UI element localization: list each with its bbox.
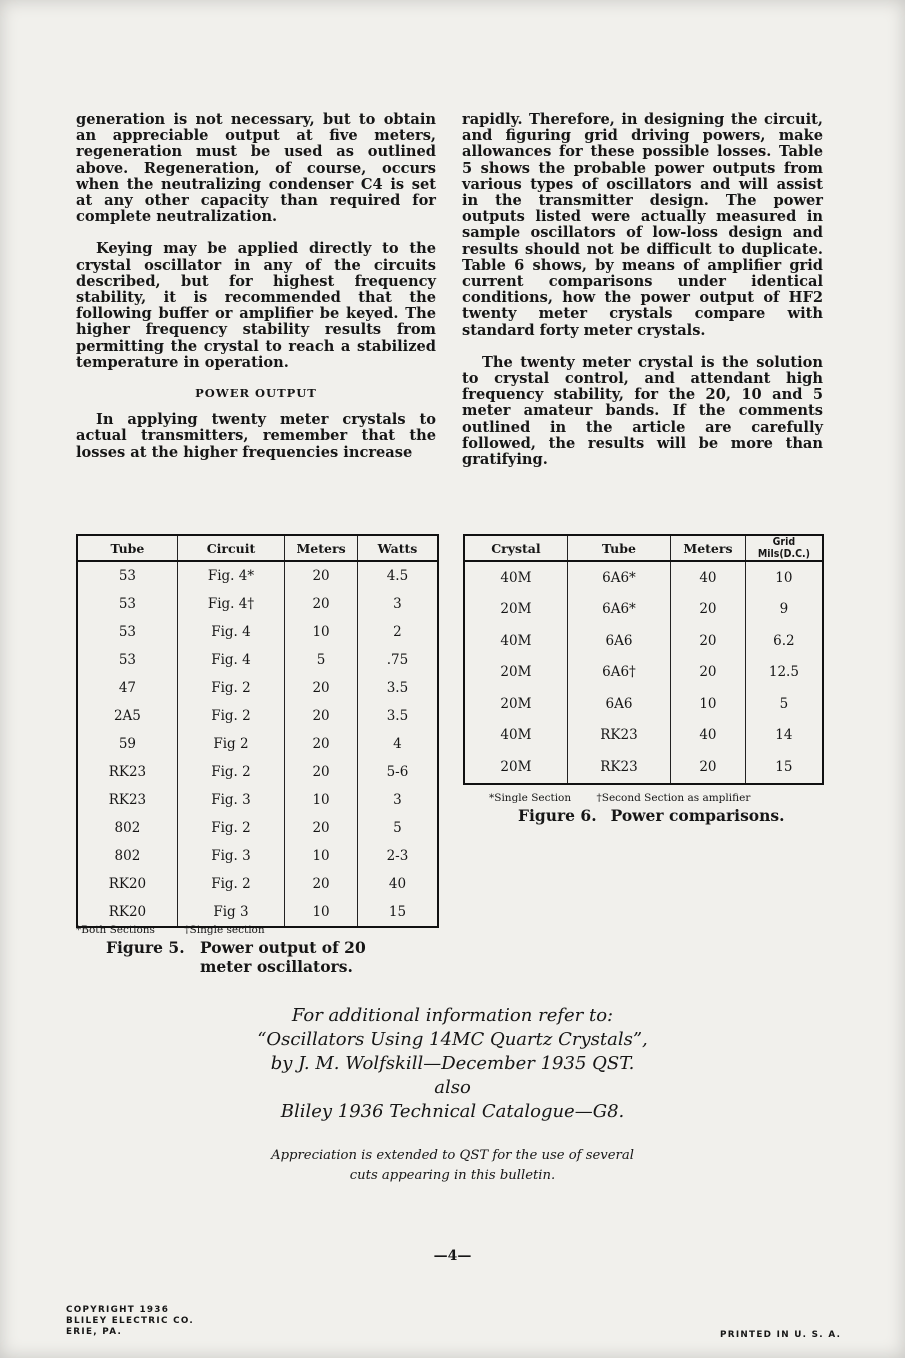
table-cell: 40M (464, 561, 567, 594)
column-header: Circuit (177, 535, 284, 561)
table-cell: 6A6 (567, 625, 670, 657)
table-row (464, 657, 823, 689)
table-cell: 10 (285, 618, 358, 646)
table-cell: 802 (77, 842, 177, 870)
table-row (77, 814, 438, 842)
table-row (77, 702, 438, 730)
column-header: Meters (285, 535, 358, 561)
table-cell: 40 (671, 561, 746, 594)
printed-in-notice: PRINTED IN U. S. A. (720, 1330, 842, 1340)
table-cell: Fig 2 (177, 730, 284, 758)
table-cell: RK23 (77, 786, 177, 814)
table-row (77, 898, 438, 927)
table-row (464, 688, 823, 720)
table-row (77, 758, 438, 786)
paragraph: rapidly. Therefore, in designing the circuit, and figuring grid driving powers, make allowances for these possible losses. Table 5 shows the probable power outputs from various types of oscillators and will assist in the transmitter design. The power outputs listed were actually measured in sample oscillators of low-loss design and results should not be difficult to duplicate. Table 6 shows, by means of amplifier grid current comparisons under identical conditions, how the power output of HF2 twenty meter crystals compare with standard forty meter crystals. (462, 111, 823, 339)
table-cell: 20 (285, 730, 358, 758)
table-cell: 15 (745, 751, 823, 784)
table-cell: 2-3 (357, 842, 438, 870)
table-cell: 20 (671, 657, 746, 689)
table-cell: 40 (671, 720, 746, 752)
copyright-line: ERIE, PA. (66, 1327, 123, 1337)
reference-line: by J. M. Wolfskill—December 1935 QST. (270, 1053, 635, 1074)
table-cell: Fig. 2 (177, 870, 284, 898)
table-cell: 15 (357, 898, 438, 927)
table6-footnotes (489, 792, 809, 804)
table-cell: 10 (745, 561, 823, 594)
table-cell: 10 (285, 786, 358, 814)
table-cell: 20M (464, 688, 567, 720)
table-cell: 10 (285, 898, 358, 927)
column-header: Meters (671, 535, 746, 561)
table-cell: 53 (77, 590, 177, 618)
table-cell: RK20 (77, 870, 177, 898)
table-cell: Fig. 2 (177, 814, 284, 842)
table-cell: Fig. 2 (177, 674, 284, 702)
table-cell: 20 (285, 674, 358, 702)
table-cell: 6A6† (567, 657, 670, 689)
page-number: —4— (433, 1248, 472, 1264)
figure-6-caption (518, 806, 838, 825)
table-cell: 2A5 (77, 702, 177, 730)
table-cell: 20 (285, 870, 358, 898)
references-block (200, 1004, 705, 1124)
footnote: *Single Section (489, 792, 572, 804)
table-cell: RK23 (567, 720, 670, 752)
table-cell: Fig 3 (177, 898, 284, 927)
appreciation-line: Appreciation is extended to QST for the use of several (271, 1148, 634, 1163)
table-cell: 802 (77, 814, 177, 842)
table-cell: 5 (285, 646, 358, 674)
table-cell: .75 (357, 646, 438, 674)
table-cell: Fig. 4 (177, 646, 284, 674)
table-row (77, 646, 438, 674)
table-row (464, 720, 823, 752)
table-cell: 4.5 (357, 561, 438, 590)
table-cell: 20 (671, 751, 746, 784)
table-row (77, 618, 438, 646)
appreciation-line: cuts appearing in this bulletin. (349, 1168, 556, 1183)
table-cell: Fig. 2 (177, 758, 284, 786)
reference-line: “Oscillators Using 14MC Quartz Crystals”, (257, 1029, 648, 1050)
column-header: Crystal (464, 535, 567, 561)
table-cell: RK20 (77, 898, 177, 927)
table-cell: 53 (77, 561, 177, 590)
table-cell: 53 (77, 618, 177, 646)
table-cell: 20M (464, 657, 567, 689)
figure-caption-text: Power output of 20 meter oscillators. (200, 938, 366, 976)
table-cell: 3.5 (357, 702, 438, 730)
table-row (464, 561, 823, 594)
reference-line: For additional information refer to: (291, 1005, 614, 1026)
table-cell: Fig. 3 (177, 786, 284, 814)
table-cell: 59 (77, 730, 177, 758)
table-cell: 20 (285, 561, 358, 590)
table-cell: 6A6* (567, 594, 670, 626)
table5-footnotes (76, 924, 376, 936)
table-cell: 6A6* (567, 561, 670, 594)
table-cell: 40 (357, 870, 438, 898)
table-row (77, 842, 438, 870)
table-row (77, 674, 438, 702)
figure-5-caption (106, 938, 446, 976)
table-row (77, 786, 438, 814)
footnote: †Single section (184, 924, 265, 936)
footnote: *Both Sections (76, 924, 155, 936)
column-header: Watts (357, 535, 438, 561)
table-row (464, 625, 823, 657)
copyright-line: COPYRIGHT 1936 (66, 1305, 170, 1315)
figure-number: Figure 5. (106, 938, 185, 957)
table-cell: 40M (464, 720, 567, 752)
table-cell: 5-6 (357, 758, 438, 786)
right-column (462, 112, 823, 468)
table-row (77, 590, 438, 618)
section-heading: POWER OUTPUT (195, 386, 317, 401)
reference-line: Bliley 1936 Technical Catalogue—G8. (280, 1101, 625, 1122)
table-cell: 6.2 (745, 625, 823, 657)
table-cell: RK23 (567, 751, 670, 784)
power-comparison-table (463, 534, 824, 785)
table-cell: 3 (357, 786, 438, 814)
power-output-table (76, 534, 439, 928)
table-cell: 3.5 (357, 674, 438, 702)
table-cell: 47 (77, 674, 177, 702)
table-cell: 12.5 (745, 657, 823, 689)
table-row (77, 561, 438, 590)
table-cell: 10 (671, 688, 746, 720)
table-row (77, 730, 438, 758)
table-cell: 2 (357, 618, 438, 646)
table-cell: Fig. 4 (177, 618, 284, 646)
table-cell: Fig. 3 (177, 842, 284, 870)
table-cell: 20 (285, 814, 358, 842)
copyright-line: BLILEY ELECTRIC CO. (66, 1316, 195, 1326)
table-cell: 20 (285, 758, 358, 786)
table-cell: 9 (745, 594, 823, 626)
paragraph: generation is not necessary, but to obtain an appreciable output at five meters, regeneration must be used as outlined above. Regeneration, of course, occurs when the neutralizing condenser C4 is set at any other capacity than required for complete neutralization. (76, 111, 436, 226)
footnote: †Second Section as amplifier (596, 792, 751, 804)
table-cell: 5 (357, 814, 438, 842)
paragraph: The twenty meter crystal is the solution to crystal control, and attendant high frequency stability, for the 20, 10 and 5 meter amateur bands. If the comments outlined in the article are carefully followed, the results will be more than gratifying. (462, 353, 823, 469)
table-header-row (464, 535, 823, 561)
paragraph: Keying may be applied directly to the crystal oscillator in any of the circuits described, but for highest frequency stability, it is recommended that the following buffer or amplifier be keyed. The higher frequency stability results from permitting the crystal to reach a stabilized temperature in operation. (76, 240, 436, 371)
table-cell: 5 (745, 688, 823, 720)
column-header: Tube (567, 535, 670, 561)
table-cell: 53 (77, 646, 177, 674)
table-cell: 10 (285, 842, 358, 870)
table-cell: 40M (464, 625, 567, 657)
table-cell: 3 (357, 590, 438, 618)
table-cell: Fig. 4† (177, 590, 284, 618)
column-header: Tube (77, 535, 177, 561)
column-header: Grid Mils(D.C.) (745, 535, 823, 561)
figure-number: Figure 6. (518, 806, 597, 825)
table-row (464, 594, 823, 626)
table-cell: 6A6 (567, 688, 670, 720)
appreciation-note (240, 1146, 665, 1186)
table-cell: RK23 (77, 758, 177, 786)
table-cell: 20 (671, 594, 746, 626)
table-cell: 20 (285, 590, 358, 618)
table-row (77, 870, 438, 898)
left-column (76, 112, 436, 461)
table-cell: 20M (464, 751, 567, 784)
copyright-notice (66, 1305, 194, 1338)
table-cell: 4 (357, 730, 438, 758)
table-cell: Fig. 4* (177, 561, 284, 590)
figure-caption-text: Power comparisons. (610, 806, 785, 825)
table-cell: 20 (671, 625, 746, 657)
table-header-row (77, 535, 438, 561)
table-row (464, 751, 823, 784)
table-cell: 20 (285, 702, 358, 730)
reference-line: also (434, 1077, 471, 1098)
paragraph: In applying twenty meter crystals to actual transmitters, remember that the losses at the higher frequencies increase (76, 411, 436, 461)
table-cell: 14 (745, 720, 823, 752)
table-cell: 20M (464, 594, 567, 626)
table-cell: Fig. 2 (177, 702, 284, 730)
